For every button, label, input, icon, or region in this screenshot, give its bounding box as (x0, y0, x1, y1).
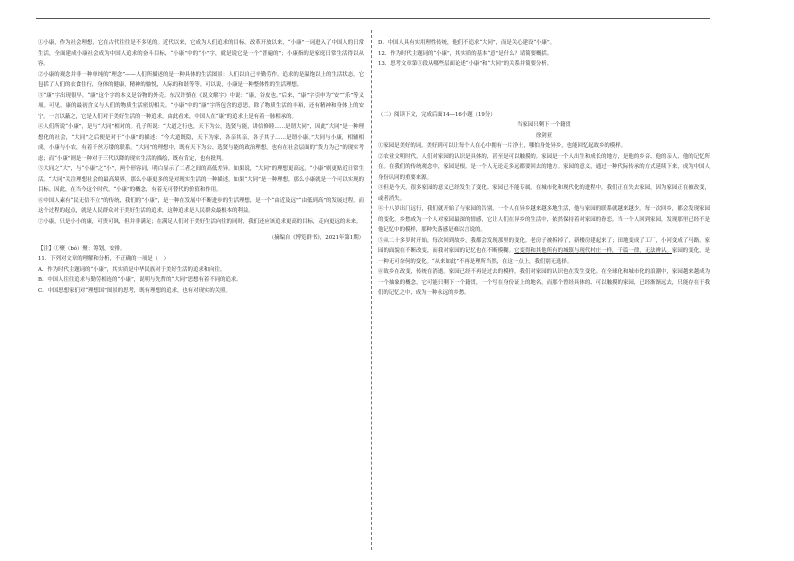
paragraph-3: ③“康”字出现很早。“康”这个字的本义是谷物的外壳。东汉许慎在《说文解字》中说：“康，谷皮也。”后来，“康”字引申为“安”“乐”等义项。可见，康的最初含义与人们的物质生活密切相关。“小康”中的“康”字所包含的意思，除了物质生活的丰裕，还有精神和身体上的安宁。一言以蔽之，它是人们对于美好生活的一种追求。由此看来，中国人在“康”的追求上是有着一脉相承的。 (38, 92, 364, 120)
option-a: A．作为时代主题词的“小康”，其实质是中华民族对于美好生活的追求和向往。 (38, 266, 226, 273)
question-11: 11．下列对文章的理解和分析，不正确的一项是（ ） (38, 256, 169, 262)
header-rule (36, 18, 710, 19)
question-13: 13．思考文章第⑤段从哪些层面论述“小康”和“大同”的关系并简要分析。 (378, 61, 553, 67)
right-column (378, 38, 710, 299)
option-c: C．中国思想家们对“理想国”图景的思考，既有理想的追求，也有对现实的关照。 (38, 287, 231, 294)
article-paragraph-1: ①家园是美好的词，美好到可以让每个人在心中拥有一片净土，哪怕身处异乡，也能回忆起故乡的模样。 (378, 143, 626, 149)
article-paragraph-2: ②农业文明时代，人们对家园的认识是具体的，甚至是可以触摸的。家园是一个人出生和成长的地方，是他的乡音、他的亲人、他的记忆所在。在我们的传统观念中，家园是根，是一个人无论走多远都要回去的地方。家园的意义，通过一种代际传承的方式延续下来，成为中国人身份认同的重要来源。 (378, 153, 710, 181)
article-paragraph-4: ④十八岁出门远行，我们就开始了与家园的告别。一个人在异乡越来越多地生活，他与家园的联系就越来越少。每一次回乡，都会发现家园的变化。乡愁成为一个人对家园最深的情感，它让人们在异乡的生活中，依然保持着对家园的眷恋。当一个人回到家园，发现那里已经不是他记忆中的模样，那种失落感是难以言说的。 (378, 206, 710, 233)
paragraph-4: ④人们所说“小康”，是与“大同”相对的。孔子所说：“大道之行也，天下为公，选贤与能，讲信修睦……是谓大同”，因此“大同”是一种理想化的社会，“大同”之后便是对于“小康”的描述：“今大道既隐，天下为家，各亲其亲，各子其子……是谓小康。”大同与小康，相辅相成。小康与小农，有着千丝万缕的联系。“大同”的理想中，既有天下为公、选贤与能的政治理想，也有在社会层面的“货力为己”的现实考虑；而“小康”则是一种对于三代以降的现实生活的描绘，既有肯定，也有批判。 (38, 124, 364, 162)
article-paragraph-5-text: ⑤从二十多岁时开始，每次回到故乡，我都会发现那里的变化。老房子被拆掉了，新楼房建起来了；田地变成了工厂，小河变成了马路。家园的面貌在不断改变，而我对家园的记忆也在不断模糊。 (378, 237, 710, 254)
source-citation: （摘编自《博览群书》，2021年第1期） (268, 235, 364, 241)
paragraph-5: ⑤大同之“大”，与“小康”之“小”，两个形容词，明白显示了二者之间的高低差异。如果说，“大同”的理想更高远，“小康”则更贴近日常生活。“大同”关注理想社会的最高境界，那么小康更多的是对现实生活的一种描述，如果“大同”是一种理想，那么小康就是一个可以实现的目标。因此，在当今这个时代，“小康”的概念，有着无可替代的价值和作用。 (38, 166, 364, 193)
column-divider (371, 30, 372, 550)
left-column (38, 38, 364, 296)
article-paragraph-3: ③但是今天，很多家园的意义已经发生了变化。家园已不能专属。在城市化和现代化的进程中，我们正在失去家园，因为家园正在被改变，或者消失。 (378, 185, 710, 202)
article-title: 当家园只剩下一个籍贯 (517, 122, 571, 128)
section-heading: （二）阅读下文，完成后面14—16小题（19分） (378, 111, 496, 118)
option-b: B．中国人往往追求与勤劳相连的“小康”，说明与先哲的“大同”思想有着不同的追求。 (38, 277, 242, 283)
article-author: 徐剑亚 (535, 132, 553, 139)
paragraph-6: ⑥中国人素有“民无信不立”的传统，我们的“小康”，是一种在发展中不断进步的生活理想，是一个“由近及远”“由低到高”的发展过程，而这个过程的起点，就是人民群众对于美好生活的追求，这种追求是人民群众最根本的利益。 (38, 197, 364, 214)
question-12: 12．作为时代主题词的“小康”，其实质的基本“意”是什么？请简要概括。 (378, 50, 553, 57)
paragraph-1: ①小康，作为社会理想，它在古代往往是不多见的。近代以来，它成为人们追求的目标。改革开放以来，“小康”一词进入了中国人的日常生活，全面建成小康社会成为中国人追求的奋斗目标，“小康”中的“小”字，就是说它是一个“普遍的”；小康指的是家庭日常生活得以从容。 (38, 40, 364, 67)
paragraph-7: ⑦小康，只是小小的康，可贵可讽，但并非满足；在满足人们对于美好生活向往的同时，我们还应该追求更高的目标，走向更远的未来。 (38, 218, 362, 225)
footnote: 【注】①聚（bó）聚：筹划，安排。 (38, 245, 126, 252)
article-paragraph-6: ⑥故乡在改变，传统在消逝。家园已经不再是过去的模样，我们对家园的认识也在发生变化。在全球化和城市化的浪潮中，家园越来越成为一个抽象的概念，它可能只剩下一个籍贯，一个写在身份证上的地名。而那个曾经具体的、可以触摸的家园，已经渐渐远去，只能存在于我们的记忆之中，成为一种永远的乡愁。 (378, 269, 710, 296)
article-paragraph-5 (378, 236, 710, 268)
underlined-sentence: 它变得和其他所有的城镇与现代村庄一样，千篇一律，无法辨认。 (514, 248, 672, 254)
paragraph-2: ②小康的观念并非一种单纯的“理念”——人们所描述的是一种具体的生活图景：人们以自己辛勤劳作，追求的是温饱以上的生活状态，它包括了人们的衣食住行，身体的健康，精神的愉悦，人际的和谐等等。可以说，小康是一种整体性的生活理想。 (38, 71, 364, 88)
option-d: D．中国人具有实用理性传统，他们不追求“大同”，而是关心建设“小康”。 (378, 40, 556, 46)
article-paragraph-5-tail: 家园的变化，是一种无可奈何的变化。“从来如此”不再是理所当然，在这一点上，我们别无选择。 (378, 248, 710, 265)
